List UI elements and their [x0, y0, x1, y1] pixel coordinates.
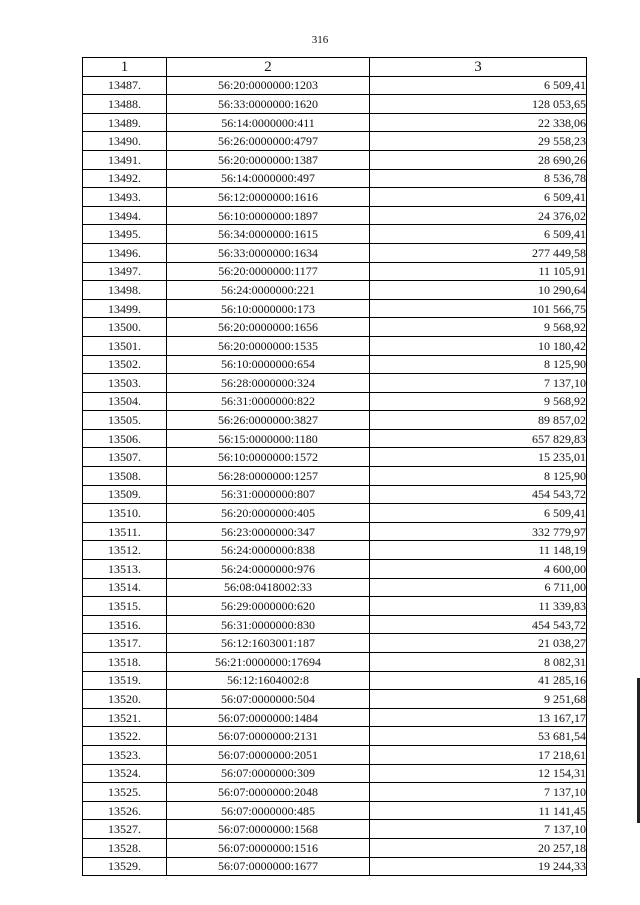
- value-cell: 9 568,92: [370, 318, 587, 337]
- value-cell: 6 509,41: [370, 504, 587, 523]
- table-row: [83, 448, 587, 467]
- row-number-cell: 13518.: [83, 653, 167, 672]
- table-row: [83, 355, 587, 374]
- cadastral-number-cell: 56:20:0000000:1387: [167, 150, 370, 169]
- table-row: [83, 429, 587, 448]
- row-number-cell: 13512.: [83, 541, 167, 560]
- table-row: [83, 188, 587, 207]
- value-cell: 28 690,26: [370, 150, 587, 169]
- row-number-cell: 13519.: [83, 671, 167, 690]
- cadastral-number-cell: 56:07:0000000:2048: [167, 783, 370, 802]
- cadastral-number-cell: 56:08:0418002:33: [167, 578, 370, 597]
- row-number-cell: 13511.: [83, 522, 167, 541]
- table-row: [83, 392, 587, 411]
- row-number-cell: 13507.: [83, 448, 167, 467]
- cadastral-number-cell: 56:15:0000000:1180: [167, 429, 370, 448]
- row-number-cell: 13504.: [83, 392, 167, 411]
- value-cell: 11 148,19: [370, 541, 587, 560]
- row-number-cell: 13494.: [83, 206, 167, 225]
- row-number-cell: 13489.: [83, 113, 167, 132]
- table-row: [83, 169, 587, 188]
- row-number-cell: 13503.: [83, 374, 167, 393]
- cadastral-number-cell: 56:33:0000000:1620: [167, 95, 370, 114]
- table-row: [83, 281, 587, 300]
- table-row: [83, 132, 587, 151]
- page-number: 316: [311, 34, 329, 46]
- table-row: [83, 690, 587, 709]
- cadastral-number-cell: 56:28:0000000:1257: [167, 467, 370, 486]
- row-number-cell: 13498.: [83, 281, 167, 300]
- column-header-value: 3: [370, 58, 587, 77]
- table-row: [83, 411, 587, 430]
- cadastral-number-cell: 56:10:0000000:173: [167, 299, 370, 318]
- value-cell: 6 509,41: [370, 76, 587, 95]
- cadastral-number-cell: 56:10:0000000:1897: [167, 206, 370, 225]
- cadastral-number-cell: 56:12:1603001:187: [167, 634, 370, 653]
- table-row: [83, 541, 587, 560]
- row-number-cell: 13487.: [83, 76, 167, 95]
- value-cell: 454 543,72: [370, 615, 587, 634]
- value-cell: 454 543,72: [370, 485, 587, 504]
- value-cell: 9 568,92: [370, 392, 587, 411]
- table-row: [83, 318, 587, 337]
- row-number-cell: 13509.: [83, 485, 167, 504]
- cadastral-number-cell: 56:31:0000000:807: [167, 485, 370, 504]
- table-row: [83, 95, 587, 114]
- value-cell: 101 566,75: [370, 299, 587, 318]
- table-row: [83, 522, 587, 541]
- row-number-cell: 13501.: [83, 336, 167, 355]
- row-number-cell: 13490.: [83, 132, 167, 151]
- row-number-cell: 13495.: [83, 225, 167, 244]
- cadastral-number-cell: 56:24:0000000:976: [167, 560, 370, 579]
- table-row: [83, 374, 587, 393]
- value-cell: 8 536,78: [370, 169, 587, 188]
- table-row: [83, 820, 587, 839]
- table-row: [83, 467, 587, 486]
- cadastral-number-cell: 56:20:0000000:405: [167, 504, 370, 523]
- cadastral-number-cell: 56:07:0000000:1568: [167, 820, 370, 839]
- table-row: [83, 243, 587, 262]
- column-header-number: 1: [83, 58, 167, 77]
- row-number-cell: 13525.: [83, 783, 167, 802]
- value-cell: 332 779,97: [370, 522, 587, 541]
- table-row: [83, 113, 587, 132]
- table-row: [83, 727, 587, 746]
- value-cell: 657 829,83: [370, 429, 587, 448]
- cadastral-number-cell: 56:07:0000000:309: [167, 764, 370, 783]
- row-number-cell: 13529.: [83, 857, 167, 876]
- row-number-cell: 13526.: [83, 801, 167, 820]
- row-number-cell: 13488.: [83, 95, 167, 114]
- row-number-cell: 13499.: [83, 299, 167, 318]
- value-cell: 21 038,27: [370, 634, 587, 653]
- value-cell: 22 338,06: [370, 113, 587, 132]
- value-cell: 8 082,31: [370, 653, 587, 672]
- cadastral-number-cell: 56:07:0000000:504: [167, 690, 370, 709]
- row-number-cell: 13521.: [83, 708, 167, 727]
- value-cell: 29 558,23: [370, 132, 587, 151]
- table-row: [83, 597, 587, 616]
- cadastral-number-cell: 56:10:0000000:654: [167, 355, 370, 374]
- row-number-cell: 13517.: [83, 634, 167, 653]
- row-number-cell: 13500.: [83, 318, 167, 337]
- value-cell: 13 167,17: [370, 708, 587, 727]
- table-row: [83, 504, 587, 523]
- table-row: [83, 225, 587, 244]
- row-number-cell: 13497.: [83, 262, 167, 281]
- cadastral-number-cell: 56:20:0000000:1203: [167, 76, 370, 95]
- value-cell: 7 137,10: [370, 783, 587, 802]
- table-row: [83, 150, 587, 169]
- value-cell: 8 125,90: [370, 467, 587, 486]
- cadastral-number-cell: 56:14:0000000:411: [167, 113, 370, 132]
- cadastral-number-cell: 56:12:1604002:8: [167, 671, 370, 690]
- row-number-cell: 13508.: [83, 467, 167, 486]
- table-row: [83, 485, 587, 504]
- value-cell: 11 141,45: [370, 801, 587, 820]
- value-cell: 6 509,41: [370, 188, 587, 207]
- row-number-cell: 13506.: [83, 429, 167, 448]
- row-number-cell: 13492.: [83, 169, 167, 188]
- row-number-cell: 13524.: [83, 764, 167, 783]
- row-number-cell: 13502.: [83, 355, 167, 374]
- table-row: [83, 653, 587, 672]
- row-number-cell: 13522.: [83, 727, 167, 746]
- table-row: [83, 615, 587, 634]
- cadastral-number-cell: 56:07:0000000:485: [167, 801, 370, 820]
- table-row: [83, 262, 587, 281]
- cadastral-number-cell: 56:31:0000000:830: [167, 615, 370, 634]
- table-row: [83, 783, 587, 802]
- row-number-cell: 13510.: [83, 504, 167, 523]
- table-row: [83, 578, 587, 597]
- table-row: [83, 76, 587, 95]
- cadastral-number-cell: 56:26:0000000:4797: [167, 132, 370, 151]
- cadastral-number-cell: 56:10:0000000:1572: [167, 448, 370, 467]
- cadastral-number-cell: 56:24:0000000:221: [167, 281, 370, 300]
- table-row: [83, 764, 587, 783]
- value-cell: 12 154,31: [370, 764, 587, 783]
- value-cell: 7 137,10: [370, 820, 587, 839]
- value-cell: 11 105,91: [370, 262, 587, 281]
- cadastral-number-cell: 56:07:0000000:1677: [167, 857, 370, 876]
- table-row: [83, 634, 587, 653]
- table-row: [83, 745, 587, 764]
- cadastral-number-cell: 56:07:0000000:1516: [167, 838, 370, 857]
- value-cell: 277 449,58: [370, 243, 587, 262]
- value-cell: 53 681,54: [370, 727, 587, 746]
- value-cell: 24 376,02: [370, 206, 587, 225]
- cadastral-number-cell: 56:20:0000000:1656: [167, 318, 370, 337]
- table-row: [83, 336, 587, 355]
- data-table: [82, 57, 587, 876]
- value-cell: 7 137,10: [370, 374, 587, 393]
- value-cell: 41 285,16: [370, 671, 587, 690]
- cadastral-number-cell: 56:28:0000000:324: [167, 374, 370, 393]
- row-number-cell: 13520.: [83, 690, 167, 709]
- row-number-cell: 13516.: [83, 615, 167, 634]
- cadastral-number-cell: 56:33:0000000:1634: [167, 243, 370, 262]
- table-body: [83, 76, 587, 876]
- cadastral-number-cell: 56:34:0000000:1615: [167, 225, 370, 244]
- cadastral-number-cell: 56:07:0000000:2131: [167, 727, 370, 746]
- value-cell: 128 053,65: [370, 95, 587, 114]
- row-number-cell: 13505.: [83, 411, 167, 430]
- table-row: [83, 671, 587, 690]
- row-number-cell: 13514.: [83, 578, 167, 597]
- table-row: [83, 857, 587, 876]
- value-cell: 89 857,02: [370, 411, 587, 430]
- cadastral-number-cell: 56:21:0000000:17694: [167, 653, 370, 672]
- cadastral-number-cell: 56:31:0000000:822: [167, 392, 370, 411]
- value-cell: 10 290,64: [370, 281, 587, 300]
- cadastral-number-cell: 56:20:0000000:1177: [167, 262, 370, 281]
- cadastral-number-cell: 56:20:0000000:1535: [167, 336, 370, 355]
- value-cell: 4 600,00: [370, 560, 587, 579]
- row-number-cell: 13515.: [83, 597, 167, 616]
- cadastral-number-cell: 56:23:0000000:347: [167, 522, 370, 541]
- cadastral-number-cell: 56:07:0000000:1484: [167, 708, 370, 727]
- value-cell: 6 711,00: [370, 578, 587, 597]
- table-row: [83, 560, 587, 579]
- row-number-cell: 13493.: [83, 188, 167, 207]
- value-cell: 9 251,68: [370, 690, 587, 709]
- cadastral-number-cell: 56:26:0000000:3827: [167, 411, 370, 430]
- cadastral-number-cell: 56:29:0000000:620: [167, 597, 370, 616]
- table-row: [83, 708, 587, 727]
- table-row: [83, 206, 587, 225]
- row-number-cell: 13528.: [83, 838, 167, 857]
- cadastral-number-cell: 56:24:0000000:838: [167, 541, 370, 560]
- table-row: [83, 801, 587, 820]
- value-cell: 6 509,41: [370, 225, 587, 244]
- value-cell: 10 180,42: [370, 336, 587, 355]
- value-cell: 11 339,83: [370, 597, 587, 616]
- table-row: [83, 838, 587, 857]
- value-cell: 17 218,61: [370, 745, 587, 764]
- cadastral-number-cell: 56:14:0000000:497: [167, 169, 370, 188]
- row-number-cell: 13496.: [83, 243, 167, 262]
- row-number-cell: 13527.: [83, 820, 167, 839]
- row-number-cell: 13513.: [83, 560, 167, 579]
- cadastral-number-cell: 56:07:0000000:2051: [167, 745, 370, 764]
- value-cell: 8 125,90: [370, 355, 587, 374]
- column-header-cadastral-number: 2: [167, 58, 370, 77]
- table-header-row: [83, 58, 587, 77]
- table-row: [83, 299, 587, 318]
- row-number-cell: 13491.: [83, 150, 167, 169]
- row-number-cell: 13523.: [83, 745, 167, 764]
- value-cell: 19 244,33: [370, 857, 587, 876]
- value-cell: 20 257,18: [370, 838, 587, 857]
- cadastral-number-cell: 56:12:0000000:1616: [167, 188, 370, 207]
- value-cell: 15 235,01: [370, 448, 587, 467]
